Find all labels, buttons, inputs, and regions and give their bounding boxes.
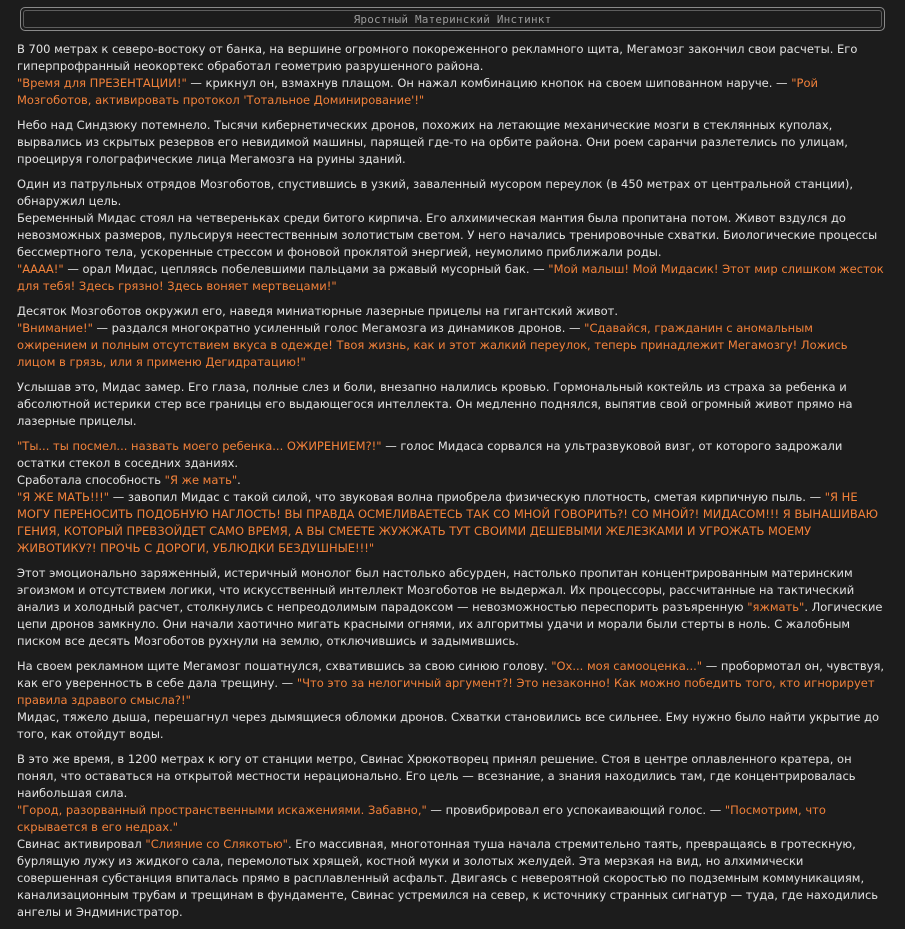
narration-text: Один из патрульных отрядов Мозгоботов, спустившись в узкий, заваленный мусором переулок (в 450 метрах от центральной станции), обнаружил цель. <box>17 177 854 208</box>
narration-text: . Его массивная, многотонная туша начала стремительно таять, превращаясь в гротескную, бурлящую лужу из жидкого сала, перемолотых хрящей, костной муки и золотых желудей. Эта мерзкая на вид, но алхимически совершенная субстанция впиталась прямо в расплавленный асфальт. Двигаясь с невероятной скоростью по подземным коммуникациям, канализационным трубам и трещинам в фундаменте, Свинас устремился на север, к источнику странных сигнатур — туда, где находились ангелы и Эндминистратор. <box>17 837 879 919</box>
narration-text: В 700 метрах к северо-востоку от банка, на вершине огромного покореженного рекламного щита, Мегамозг закончил свои расчеты. Его гиперпрофранный неокортекс обработал геометрию разрушенного района. <box>17 42 858 73</box>
narration-text: В это же время, в 1200 метрах к югу от станции метро, Свинас Хрюкотворец принял решение. Стоя в центре оплавленного кратера, он понял, что оставаться на открытой местности нерационально. Его цель — всезнание, а знания находились там, где концентрировалась наибольшая сила. <box>17 752 856 800</box>
narration-text: — орал Мидас, цепляясь побелевшими пальцами за ржавый мусорный бак. — <box>63 262 549 276</box>
story-content <box>17 41 885 929</box>
narration-text: Небо над Синдзюку потемнело. Тысячи кибернетических дронов, похожих на летающие механические мозги в стеклянных куполах, вырвались из скрытых резервов его невидимой машины, парящей где-то на орбите района. Они роем саранчи разлетелись по улицам, проецируя голографические лица Мегамозга на руины зданий. <box>17 118 848 166</box>
narration-text: Беременный Мидас стоял на четвереньках среди битого кирпича. Его алхимическая мантия была пропитана потом. Живот вздулся до невозможных размеров, пульсируя неестественным золотистым светом. У него начались тренировочные схватки. Биологические процессы бессмертного тела, ускоренные стрессом и фоновой проклятой энергией, неумолимо приближали роды. <box>17 211 878 259</box>
narration-text: Десяток Мозгоботов окружил его, наведя миниатюрные лазерные прицелы на гигантский живот. <box>17 304 619 318</box>
dialogue-quote: "Ты... ты посмел... назвать моего ребенка... ОЖИРЕНИЕМ?!" <box>17 439 382 453</box>
story-paragraph <box>17 176 885 295</box>
dialogue-quote: "Я же мать" <box>164 473 238 487</box>
story-paragraph <box>17 379 885 430</box>
story-line <box>17 709 885 743</box>
title-panel <box>20 7 885 31</box>
narration-text: — крикнул он, взмахнув плащом. Он нажал комбинацию кнопок на своем шипованном наруче. — <box>186 76 792 90</box>
dialogue-quote: "Что это за нелогичный аргумент?! Это незаконно! Как можно победить того, кто игнорирует правила здравого смысла?!" <box>17 676 875 707</box>
story-line <box>17 836 885 921</box>
dialogue-quote: "яжмать" <box>747 600 805 614</box>
dialogue-quote: "Внимание!" <box>17 321 93 335</box>
dialogue-quote: "Город, разорванный пространственными искажениями. Забавно," <box>17 803 427 817</box>
story-line <box>17 489 885 557</box>
narration-text: — завопил Мидас с такой силой, что звуковая волна приобрела физическую плотность, сметая кирпичную пыль. — <box>109 490 825 504</box>
story-paragraph <box>17 41 885 109</box>
narration-text: На своем рекламном щите Мегамозг пошатнулся, схватившись за свою синюю голову. <box>17 659 552 673</box>
dialogue-quote: "Слияние со Слякотью" <box>145 837 288 851</box>
story-line <box>17 261 885 295</box>
story-line <box>17 472 885 489</box>
story-line <box>17 802 885 836</box>
dialogue-quote: "АААА!" <box>17 262 64 276</box>
story-paragraph <box>17 658 885 743</box>
story-line <box>17 210 885 261</box>
dialogue-quote: "Мой малыш! Мой Мидасик! Этот мир слишком жесток для тебя! Здесь грязно! Здесь воняет мертвецами!" <box>17 262 884 293</box>
story-paragraph <box>17 438 885 557</box>
story-line <box>17 117 885 168</box>
narration-text: . <box>237 473 241 487</box>
narration-text: Свинас активировал <box>17 837 146 851</box>
story-line <box>17 379 885 430</box>
story-line <box>17 565 885 650</box>
story-line <box>17 751 885 802</box>
dialogue-quote: "Рой Мозгоботов, активировать протокол 'Тотальное Доминирование'!" <box>17 76 818 107</box>
story-line <box>17 75 885 109</box>
narration-text: — раздался многократно усиленный голос Мегамозга из динамиков дронов. — <box>92 321 585 335</box>
narration-text: . Логические цепи дронов замкнуло. Они начали хаотично мигать красными огнями, их алгоритмы удачи и морали были стерты в ноль. С жалобным писком все десять Мозгоботов рухнули на землю, отключившись и задымившись. <box>17 600 883 648</box>
dialogue-quote: "Я ЖЕ МАТЬ!!!" <box>17 490 110 504</box>
narration-text: Этот эмоционально заряженный, истеричный монолог был настолько абсурден, настолько пропитан концентрированным материнским эгоизмом и отсутствием логики, что искусственный интеллект Мозгоботов не выдержал. Их процессоры, рассчитанные на тактический анализ и холодный расчет, столкнулись с непреодолимым парадоксом — невозможностью переспорить разъяренную <box>17 566 855 614</box>
story-line <box>17 658 885 709</box>
story-line <box>17 320 885 371</box>
story-paragraph <box>17 303 885 371</box>
narration-text: — голос Мидаса сорвался на ультразвуковой визг, от которого задрожали остатки стекол в соседних зданиях. <box>17 439 843 470</box>
story-line <box>17 41 885 75</box>
narration-text: — пробормотал он, чувствуя, как его уверенность в себе дала трещину. — <box>17 659 885 690</box>
dialogue-quote: "Я НЕ МОГУ ПЕРЕНОСИТЬ ПОДОБНУЮ НАГЛОСТЬ! ВЫ ПРАВДА ОСМЕЛИВАЕТЕСЬ ТАК СО МНОЙ ГОВОРИТЬ?! СО МНОЙ?! МИДАСОМ!!! Я ВЫНАШИВАЮ ГЕНИЯ, КОТОРЫЙ ПРЕВЗОЙДЕТ САМО ВРЕМЯ, А ВЫ СМЕЕТЕ ЖУЖЖАТЬ ТУТ СВОИМИ ДЕШЕВЫМИ ЖЕЛЕЗКАМИ И УГРОЖАТЬ МОЕМУ ЖИВОТИКУ?! ПРОЧЬ С ДОРОГИ, УБЛЮДКИ БЕЗДУШНЫЕ!!!" <box>17 490 879 555</box>
narration-text: Сработала способность <box>17 473 165 487</box>
dialogue-quote: "Сдавайся, гражданин с аномальным ожирением и полным отсутствием вкуса в одежде! Твоя жизнь, как и этот жалкий переулок, теперь принадлежит Мегамозгу! Ложись лицом в грязь, или я применю Дегидратацию!" <box>17 321 848 369</box>
story-line <box>17 303 885 320</box>
dialogue-quote: "Посмотрим, что скрывается в его недрах." <box>17 803 826 834</box>
narration-text: Мидас, тяжело дыша, перешагнул через дымящиеся обломки дронов. Схватки становились все сильнее. Ему нужно было найти укрытие до того, как отойдут воды. <box>17 710 880 741</box>
story-paragraph <box>17 751 885 921</box>
story-line <box>17 438 885 472</box>
story-paragraph <box>17 565 885 650</box>
dialogue-quote: "Время для ПРЕЗЕНТАЦИИ!" <box>17 76 187 90</box>
story-title: Яростный Материнский Инстинкт <box>23 10 882 28</box>
story-paragraph <box>17 117 885 168</box>
narration-text: Услышав это, Мидас замер. Его глаза, полные слез и боли, внезапно налились кровью. Гормональный коктейль из страха за ребенка и абсолютной истерики стер все границы его выдающегося интеллекта. Он медленно поднялся, выпятив свой огромный живот прямо на лазерные прицелы. <box>17 380 853 428</box>
dialogue-quote: "Ох... моя самооценка..." <box>551 659 703 673</box>
story-line <box>17 176 885 210</box>
narration-text: — провибрировал его успокаивающий голос. — <box>426 803 725 817</box>
